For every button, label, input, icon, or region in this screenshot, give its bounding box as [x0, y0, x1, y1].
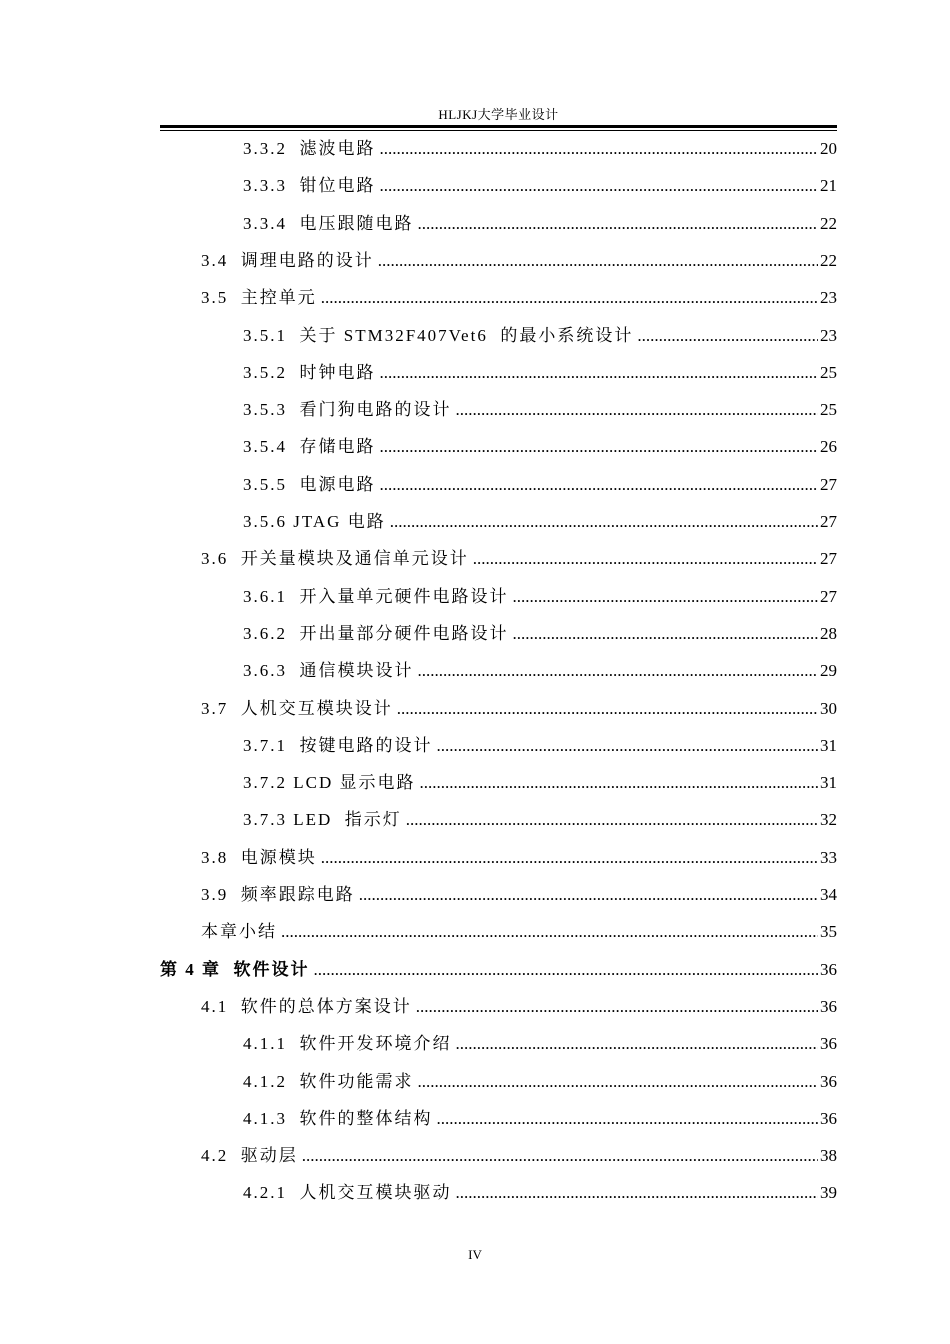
toc-entry-title: 3.8 电源模块 [201, 847, 317, 867]
toc-entry-page: 29 [820, 661, 837, 681]
toc-entry[interactable] [243, 1070, 837, 1094]
toc-dot-leader [513, 585, 819, 609]
toc-entry[interactable] [243, 734, 837, 758]
toc-dot-leader [456, 398, 819, 422]
toc-dot-leader [437, 1107, 819, 1131]
toc-entry[interactable] [243, 435, 837, 459]
toc-entry-title: 3.6 开关量模块及通信单元设计 [201, 549, 469, 569]
toc-entry[interactable] [201, 920, 837, 944]
toc-entry-title: 第 4 章 软件设计 [160, 959, 310, 979]
toc-entry[interactable] [243, 1107, 837, 1131]
toc-entry-title: 4.1.1 软件开发环境介绍 [243, 1034, 452, 1054]
toc-dot-leader [380, 361, 819, 385]
toc-entry-title: 3.6.2 开出量部分硬件电路设计 [243, 623, 509, 643]
toc-entry[interactable] [243, 659, 837, 683]
toc-entry-title: 3.9 频率跟踪电路 [201, 885, 355, 904]
toc-entry-title: 3.6.1 开入量单元硬件电路设计 [243, 586, 509, 606]
page-number: IV [468, 1247, 482, 1262]
toc-dot-leader [380, 137, 819, 161]
toc-entry-title: 3.7.1 按键电路的设计 [243, 735, 433, 755]
toc-entry-page: 22 [820, 250, 837, 270]
toc-entry-title: 3.7.2 LCD 显示电路 [243, 773, 416, 793]
header-rule-thin [160, 130, 837, 131]
toc-entry[interactable] [201, 249, 837, 273]
toc-entry-title: 4.1.2 软件功能需求 [243, 1071, 414, 1091]
toc-entry-title: 3.6.3 通信模块设计 [243, 661, 414, 681]
toc-dot-leader [321, 846, 818, 870]
toc-entry-title: 3.7.3 LED 指示灯 [243, 810, 402, 830]
toc-entry-title: 4.1 软件的总体方案设计 [201, 996, 412, 1016]
toc-entry[interactable] [243, 324, 837, 348]
toc-entry[interactable] [243, 808, 837, 832]
toc-dot-leader [378, 249, 818, 273]
toc-entry-page: 30 [820, 698, 837, 718]
toc-dot-leader [437, 734, 819, 758]
toc-dot-leader [513, 622, 819, 646]
toc-entry[interactable] [243, 137, 837, 161]
toc-dot-leader [418, 1070, 819, 1094]
toc-entry-page: 22 [820, 213, 837, 233]
toc-dot-leader [397, 697, 818, 721]
toc-entry[interactable] [201, 286, 837, 310]
toc-entry[interactable] [243, 585, 837, 609]
toc-entry-page: 36 [820, 1071, 837, 1091]
toc-entry[interactable] [243, 1032, 837, 1056]
toc-dot-leader [321, 286, 818, 310]
toc-entry[interactable] [201, 846, 837, 870]
toc-entry-page: 39 [820, 1183, 837, 1203]
toc-entry-title: 3.5.5 电源电路 [243, 474, 376, 494]
toc-entry[interactable] [201, 883, 837, 907]
toc-entry-title: 本章小结 [201, 922, 277, 942]
toc-entry-title: 3.5.1 关于 STM32F407Vet6 的最小系统设计 [243, 325, 634, 345]
toc-entry[interactable] [201, 995, 837, 1019]
toc-entry[interactable] [201, 697, 837, 721]
toc-entry-page: 36 [820, 1108, 837, 1128]
page-header-title: HLJKJ大学毕业设计 [438, 107, 559, 122]
toc-dot-leader [302, 1144, 818, 1168]
toc-entry-page: 27 [820, 586, 837, 606]
toc-entry-page: 23 [820, 288, 837, 308]
toc-entry-title: 3.5 主控单元 [201, 288, 317, 308]
toc-entry-page: 27 [820, 549, 837, 569]
toc-entry-page: 28 [820, 623, 837, 643]
toc-entry-page: 23 [820, 325, 837, 345]
toc-entry[interactable] [243, 622, 837, 646]
toc-entry-page: 21 [820, 176, 837, 196]
toc-entry[interactable] [243, 398, 837, 422]
toc-entry-page: 34 [820, 885, 837, 904]
toc-entry-page: 20 [820, 139, 837, 158]
toc-entry-page: 36 [820, 996, 837, 1016]
toc-entry-page: 25 [820, 400, 837, 420]
toc-entry[interactable] [243, 473, 837, 497]
toc-dot-leader [418, 659, 819, 683]
toc-entry[interactable] [243, 174, 837, 198]
toc-dot-leader [359, 883, 818, 907]
toc-dot-leader [314, 958, 819, 982]
toc-entry-page: 36 [820, 959, 837, 979]
toc-entry-title: 4.1.3 软件的整体结构 [243, 1108, 433, 1128]
toc-entry-page: 35 [820, 922, 837, 942]
toc-entry[interactable] [201, 1144, 837, 1168]
toc-entry-title: 3.7 人机交互模块设计 [201, 698, 393, 718]
toc-dot-leader [406, 808, 818, 832]
toc-dot-leader [380, 174, 819, 198]
toc-entry[interactable] [243, 510, 837, 534]
toc-entry[interactable] [243, 212, 837, 236]
toc-dot-leader [380, 435, 819, 459]
toc-entry-page: 27 [820, 474, 837, 494]
toc-entry-page: 32 [820, 810, 837, 830]
toc-dot-leader [456, 1181, 819, 1205]
toc-entry-page: 25 [820, 362, 837, 382]
toc-entry-page: 26 [820, 437, 837, 457]
toc-entry[interactable] [243, 361, 837, 385]
toc-dot-leader [420, 771, 819, 795]
toc-entry-title: 3.3.2 滤波电路 [243, 139, 376, 158]
toc-entry-title: 3.4 调理电路的设计 [201, 250, 374, 270]
toc-entry[interactable] [160, 958, 837, 982]
toc-entry[interactable] [243, 1181, 837, 1205]
toc-entry-title: 3.3.4 电压跟随电路 [243, 213, 414, 233]
toc-entry-page: 27 [820, 512, 837, 531]
toc-entry-title: 3.3.3 钳位电路 [243, 176, 376, 196]
toc-dot-leader [456, 1032, 819, 1056]
toc-entry-page: 38 [820, 1146, 837, 1166]
toc-entry[interactable] [243, 771, 837, 795]
toc-entry-page: 36 [820, 1034, 837, 1054]
toc-dot-leader [473, 547, 818, 571]
toc-entry-title: 3.5.3 看门狗电路的设计 [243, 400, 452, 420]
toc-dot-leader [281, 920, 818, 944]
toc-dot-leader [418, 212, 819, 236]
header-rule-thick [160, 125, 837, 128]
toc-dot-leader [637, 324, 818, 348]
toc-dot-leader [380, 473, 819, 497]
toc-entry-title: 4.2 驱动层 [201, 1146, 298, 1166]
toc-dot-leader [390, 510, 818, 534]
toc-entry-title: 3.5.2 时钟电路 [243, 362, 376, 382]
toc-dot-leader [416, 995, 818, 1019]
toc-entry-title: 4.2.1 人机交互模块驱动 [243, 1183, 452, 1203]
toc-entry-title: 3.5.4 存储电路 [243, 437, 376, 457]
toc-entry-page: 31 [820, 773, 837, 793]
toc-entry[interactable] [201, 547, 837, 571]
toc-entry-page: 33 [820, 847, 837, 867]
toc-entry-title: 3.5.6 JTAG 电路 [243, 512, 386, 531]
toc-entry-page: 31 [820, 735, 837, 755]
